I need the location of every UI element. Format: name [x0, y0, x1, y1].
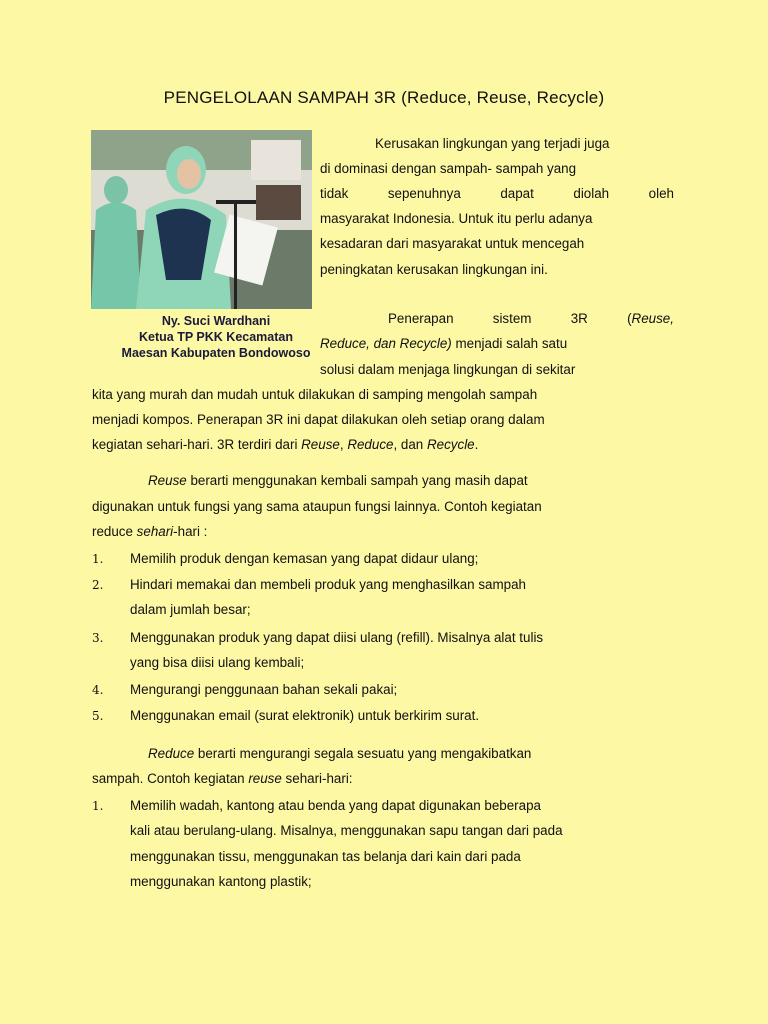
text: , dan [393, 437, 427, 452]
list-item: Menggunakan email (surat elektronik) untuk berkirim surat. [130, 708, 480, 723]
text: berarti mengurangi segala sesuatu yang mengakibatkan [197, 746, 532, 761]
paragraph-line: Kerusakan lingkungan yang terjadi juga [375, 136, 610, 151]
list-item: Hindari memakai dan membeli produk yang menghasilkan sampah [130, 577, 526, 592]
caption-line: Ketua TP PKK Kecamatan [139, 330, 293, 344]
caption-line: Maesan Kabupaten Bondowoso [121, 346, 311, 360]
list-item: Memilih produk dengan kemasan yang dapat didaur ulang; [130, 551, 479, 566]
list-number: 4. [92, 683, 104, 697]
emphasis-text: Reuse [148, 473, 187, 488]
paragraph-line [320, 161, 674, 176]
emphasis-text: Reduce, dan Recycle) [320, 336, 452, 351]
text: -hari : [173, 524, 208, 539]
list-item-continuation: kali atau berulang-ulang. Misalnya, menggunakan sapu tangan dari pada [130, 823, 563, 838]
paragraph-line: menjadi kompos. Penerapan 3R ini dapat dilakukan oleh setiap orang dalam [92, 412, 545, 427]
justified-line [388, 311, 674, 326]
paragraph-line [320, 186, 674, 201]
justified-line [320, 186, 674, 201]
paragraph-line: peningkatan kerusakan lingkungan ini. [320, 262, 548, 277]
list-item: Mengurangi penggunaan bahan sekali pakai; [130, 682, 398, 697]
list-item: Menggunakan produk yang dapat diisi ulang (refill). Misalnya alat tulis [130, 630, 544, 645]
emphasis-text: Reuse [301, 437, 340, 452]
list-item-continuation: menggunakan kantong plastik; [130, 874, 312, 889]
paragraph-line: kesadaran dari masyarakat untuk mencegah [320, 236, 585, 251]
word: oleh [648, 186, 674, 201]
list-number: 3. [92, 631, 104, 645]
word: dapat [500, 186, 534, 201]
list-number: 1. [92, 799, 104, 813]
text: . [474, 437, 479, 452]
paragraph-line [148, 473, 528, 488]
paragraph-line: digunakan untuk fungsi yang sama ataupun fungsi lainnya. Contoh kegiatan [92, 499, 542, 514]
paragraph-line: kita yang murah dan mudah untuk dilakukan di samping mengolah sampah [92, 387, 538, 402]
paragraph-line [388, 311, 674, 326]
list-number: 2. [92, 578, 104, 592]
word: sepenuhnya [387, 186, 461, 201]
paragraph-line [320, 336, 674, 351]
emphasis-text: Reduce [347, 437, 394, 452]
photo-caption [91, 313, 341, 361]
emphasis-text: Reduce [148, 746, 195, 761]
word: tidak [320, 186, 349, 201]
list-item-continuation: menggunakan tissu, menggunakan tas belanja dari kain dari pada [130, 849, 521, 864]
text: di dominasi dengan sampah- sampah yang [320, 161, 577, 176]
word: 3R [570, 311, 588, 326]
list-item-continuation: dalam jumlah besar; [130, 602, 251, 617]
woman-speaking-photo [91, 130, 312, 309]
text: berarti menggunakan kembali sampah yang masih dapat [190, 473, 528, 488]
emphasis-text: reuse [248, 771, 282, 786]
list-item: Memilih wadah, kantong atau benda yang dapat digunakan beberapa [130, 798, 541, 813]
text: , [339, 437, 348, 452]
photo [91, 130, 312, 309]
list-number: 5. [92, 709, 104, 723]
word: (Reuse, [627, 311, 674, 326]
text: sampah. Contoh kegiatan [92, 771, 249, 786]
list-item-continuation: yang bisa diisi ulang kembali; [130, 655, 305, 670]
text: reduce [92, 524, 137, 539]
caption-line: Ny. Suci Wardhani [161, 314, 271, 328]
word: Penerapan [388, 311, 454, 326]
paragraph-line [92, 437, 478, 452]
paragraph-line: masyarakat Indonesia. Untuk itu perlu adanya [320, 211, 593, 226]
text: sehari-hari: [281, 771, 353, 786]
document-title: PENGELOLAAN SAMPAH 3R (Reduce, Reuse, Recycle) [163, 88, 605, 107]
emphasis-text: sehari [136, 524, 174, 539]
word: diolah [573, 186, 610, 201]
text: menjadi salah satu [455, 336, 568, 351]
paragraph-line [92, 771, 353, 786]
text: kegiatan sehari-hari. 3R terdiri dari [92, 437, 302, 452]
emphasis-text: Recycle [426, 437, 475, 452]
paragraph-line: solusi dalam menjaga lingkungan di sekitar [320, 362, 576, 377]
paragraph-line [148, 746, 531, 761]
list-number: 1. [92, 552, 104, 566]
word: sistem [492, 311, 532, 326]
paragraph-line [92, 524, 207, 539]
